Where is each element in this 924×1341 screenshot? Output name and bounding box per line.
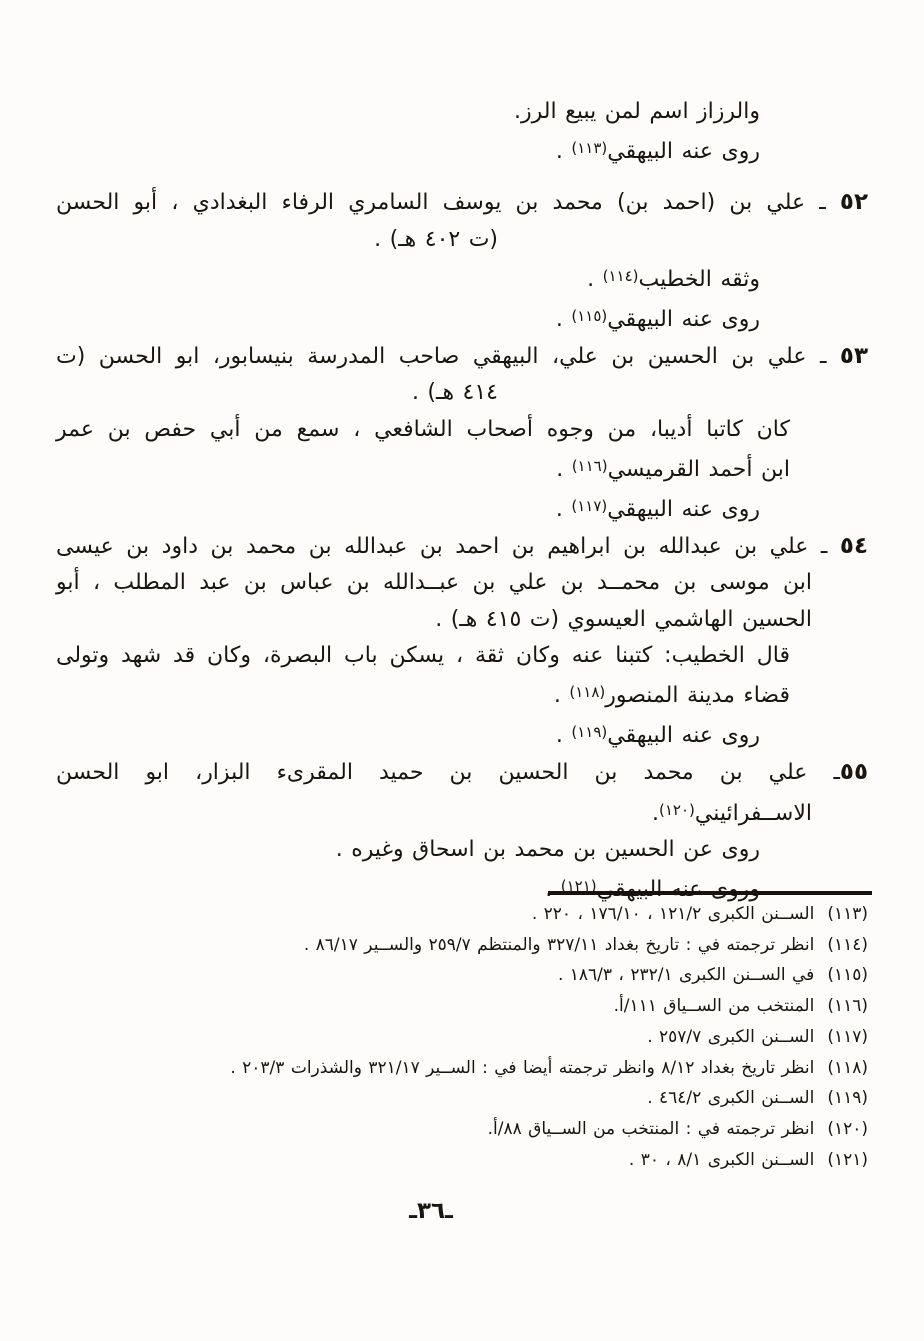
text-run: روى عنه البيهقي — [607, 139, 760, 165]
entry-line — [56, 184, 868, 221]
entry-line — [56, 338, 868, 375]
footnote-ref: (١٢١) — [560, 877, 597, 896]
footnotes-block — [48, 899, 868, 1175]
footnote-number: (١٢٠) — [827, 1118, 868, 1139]
footnote-number: (١١٣) — [827, 904, 868, 924]
footnote-number: (١١٤) — [827, 934, 868, 955]
page-number: ـ٣٦ـ — [409, 1198, 453, 1224]
entry-line — [56, 528, 868, 565]
footnote-text: الســنن الكبرى ٨/١ ، ٣٠ . — [628, 1149, 815, 1170]
footnote-ref: (١١٦) — [571, 456, 608, 475]
text-run: وثقه الخطيب — [638, 266, 760, 292]
entry-number: ٥٥ — [839, 759, 868, 786]
footnote-separator — [548, 891, 872, 895]
footnote-line — [48, 960, 868, 991]
footnote-ref: (١١٧) — [571, 497, 608, 516]
text-line — [56, 638, 868, 674]
text-run: . — [555, 139, 572, 165]
text-line — [56, 222, 868, 258]
text-run: . — [587, 266, 603, 292]
footnote-number: (١١٨) — [827, 1057, 868, 1078]
footnote-text: انظر ترجمته في : المنتخب من الســياق ٨٨/أ. — [487, 1118, 815, 1139]
text-line — [56, 375, 868, 411]
footnote-ref: (١١٥) — [571, 307, 608, 326]
footnote-text: المنتخب من الســياق ١١١/أ. — [613, 996, 815, 1017]
text-run: روى عنه البيهقي — [607, 307, 760, 333]
entry-line — [56, 754, 868, 791]
text-line — [56, 714, 868, 754]
footnote-ref: (١١٨) — [569, 683, 606, 702]
text-run: ـ علي بن محمد بن الحسين بن حميد المقرىء البزار، ابو الحسن — [56, 760, 840, 786]
text-line — [56, 448, 868, 488]
text-run: ابن موسى بن محمــد بن علي بن عبــدالله بن عباس بن عبد المطلب ، أبو — [56, 570, 812, 596]
footnote-line — [48, 991, 868, 1022]
footnote-number: (١١٩) — [827, 1088, 868, 1109]
footnote-text: انظر تاريخ بغداد ٨/١٢ وانظر ترجمته أيضا في : الســير ٣٢١/١٧ والشذرات ٢٠٣/٣ . — [230, 1057, 815, 1078]
text-run: ـ علي بن عبدالله بن ابراهيم بن احمد بن عبدالله بن محمد بن داود بن عيسى — [56, 534, 840, 560]
text-line — [56, 832, 868, 868]
footnote-text: الســنن الكبرى ٢٥٧/٧ . — [647, 1026, 815, 1047]
text-run: ـ علي بن (احمد بن) محمد بن يوسف السامري الرفاء البغدادي ، أبو الحسن — [56, 190, 840, 216]
text-run: روى عنه البيهقي — [607, 723, 760, 749]
text-line — [56, 565, 868, 601]
footnote-line — [48, 1145, 868, 1176]
text-line — [56, 412, 868, 448]
footnote-number: (١٢١) — [827, 1149, 868, 1170]
footnote-ref: (١٢٠) — [659, 800, 695, 819]
text-line — [56, 298, 868, 338]
text-line — [56, 674, 868, 714]
text-run: وروى عنه البيهقي — [596, 877, 760, 903]
entry-number: ٥٣ — [839, 343, 868, 370]
footnote-line — [48, 899, 868, 930]
footnote-line — [48, 1053, 868, 1084]
text-run: (ت ٤٠٢ هـ) . — [374, 226, 498, 252]
footnote-text: انظر ترجمته في : تاريخ بغداد ٣٢٧/١١ والمنتظم ٢٥٩/٧ والســير ٨٦/١٧ . — [303, 934, 815, 955]
text-line — [56, 94, 868, 130]
text-run: . — [545, 877, 561, 903]
text-line — [56, 602, 868, 638]
text-run: ٤١٤ هـ) . — [411, 380, 498, 406]
text-run: . — [553, 683, 570, 709]
text-run: الاســفرائيني — [694, 800, 812, 826]
main-text-block — [56, 94, 868, 908]
footnote-line — [48, 1022, 868, 1053]
text-run: كان كاتبا أديبا، من وجوه أصحاب الشافعي ، سمع من أبي حفص بن عمر — [56, 416, 790, 442]
text-line — [56, 130, 868, 170]
text-run: روى عن الحسين بن محمد بن اسحاق وغيره . — [335, 836, 760, 862]
text-run: . — [556, 456, 572, 482]
footnote-text: الســنن الكبرى ١٢١/٢ ، ١٧٦/١٠ ، ٢٢٠ . — [531, 904, 815, 924]
entry-number: ٥٤ — [839, 533, 868, 560]
text-run: . — [555, 723, 572, 749]
text-run: ابن أحمد القرميسي — [607, 456, 790, 482]
text-line — [56, 258, 868, 298]
footnote-ref: (١١٩) — [571, 723, 608, 742]
text-run: قال الخطيب: كتبنا عنه وكان ثقة ، يسكن باب البصرة، وكان قد شهد وتولى — [56, 642, 790, 668]
footnote-text: في الســنن الكبرى ٢٣٢/١ ، ١٨٦/٣ . — [557, 965, 815, 986]
text-run: روى عنه البيهقي — [607, 497, 760, 523]
entry-number: ٥٢ — [839, 189, 868, 216]
footnote-ref: (١١٤) — [602, 266, 639, 285]
footnote-number: (١١٦) — [827, 996, 868, 1017]
footnote-number: (١١٥) — [827, 965, 868, 986]
text-run: الحسين الهاشمي العيسوي (ت ٤١٥ هـ) . — [435, 606, 812, 632]
text-run: . — [555, 497, 572, 523]
footnote-line — [48, 1114, 868, 1145]
text-run: ـ علي بن الحسين بن علي، البيهقي صاحب المدرسة بنيسابور، ابو الحسن (ت — [56, 344, 840, 370]
text-line — [56, 488, 868, 528]
footnote-line — [48, 1083, 868, 1114]
text-run: قضاء مدينة المنصور — [605, 683, 790, 709]
text-run: والرزاز اسم لمن يبيع الرز. — [514, 99, 760, 124]
footnote-line — [48, 930, 868, 961]
text-run: . — [652, 800, 659, 826]
text-line — [56, 792, 868, 832]
footnote-text: الســنن الكبرى ٤٦٤/٢ . — [647, 1088, 815, 1109]
text-run: . — [555, 307, 572, 333]
footnote-number: (١١٧) — [827, 1026, 868, 1047]
footnote-ref: (١١٣) — [571, 139, 608, 158]
